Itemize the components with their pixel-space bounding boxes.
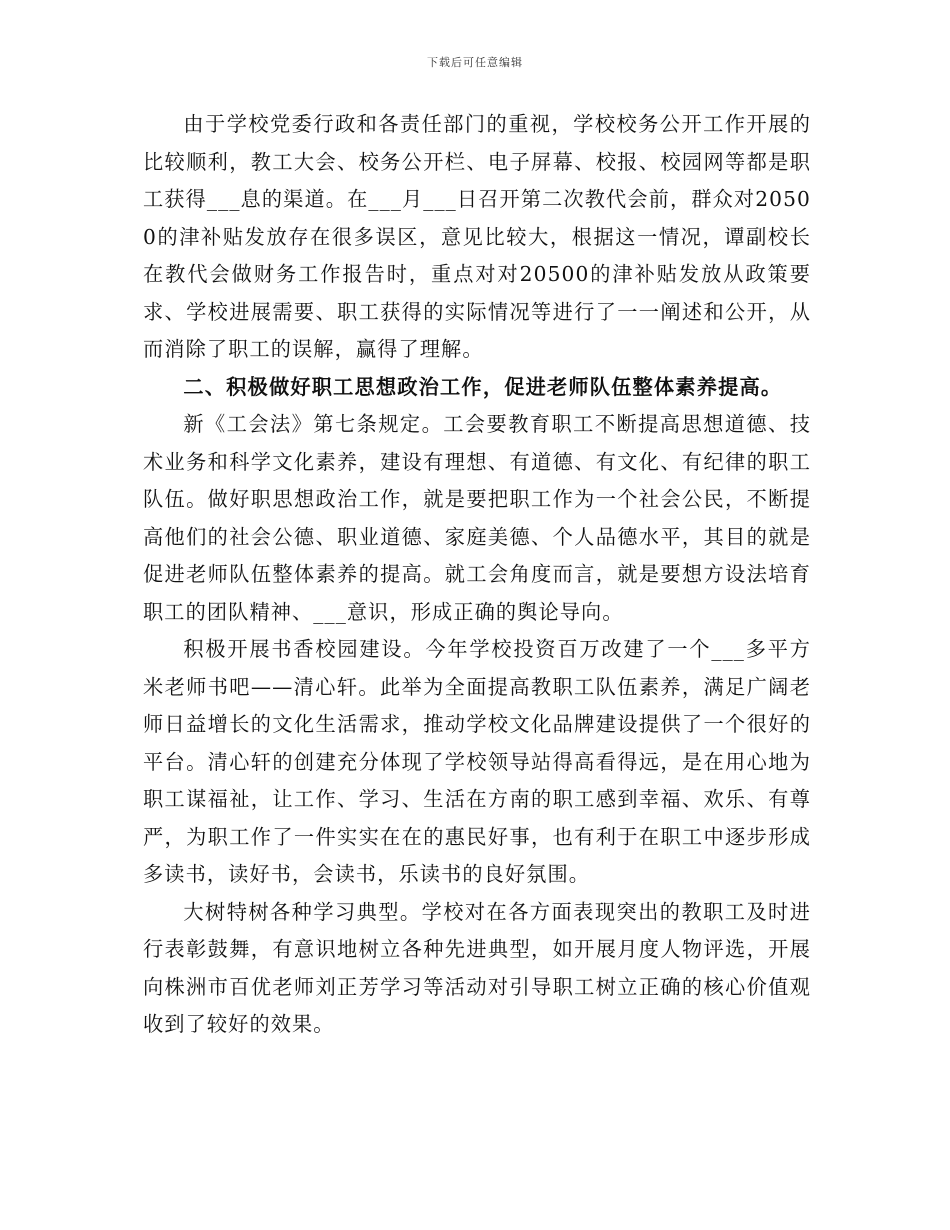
section-heading-political-work: 二、积极做好职工思想政治工作，促进老师队伍整体素养提高。 xyxy=(183,374,783,399)
paragraph-book-campus: 积极开展书香校园建设。今年学校投资百万改建了一个___多平方米老师书吧——清心轩。此举为全面提高教职工队伍素养，满足广阔老师日益增长的文化生活需求，推动学校文化品牌建设提供了一个很好的平台。清心轩的创建充分体现了学校领导站得高看得远，是在用心地为职工谋福祉，让工作、学习、生活在方南的职工感到幸福、欢乐、有尊严，为职工作了一件实实在在的惠民好事，也有利于在职工中逐步形成多读书，读好书，会读书，乐读书的良好氛围。 xyxy=(143,637,811,886)
page-header-note: 下载后可任意编辑 xyxy=(427,56,523,69)
paragraph-union-law: 新《工会法》第七条规定。工会要教育职工不断提高思想道德、技术业务和科学文化素养，建设有理想、有道德、有文化、有纪律的职工队伍。做好职思想政治工作，就是要把职工作为一个社会公民，不断提高他们的社会公德、职业道德、家庭美德、个人品德水平，其目的就是促进老师队伍整体素养的提高。就工会角度而言，就是要想方设法培育职工的团队精神、___意识，形成正确的舆论导向。 xyxy=(143,412,811,624)
paragraph-school-affairs-disclosure: 由于学校党委行政和各责任部门的重视，学校校务公开工作开展的比较顺利，教工大会、校务公开栏、电子屏幕、校报、校园网等都是职工获得___息的渠道。在___月___日召开第二次教代会前，群众对20500的津补贴发放存在很多误区，意见比较大，根据这一情况，谭副校长在教代会做财务工作报告时，重点对对20500的津补贴发放从政策要求、学校进展需要、职工获得的实际情况等进行了一一阐述和公开，从而消除了职工的误解，赢得了理解。 xyxy=(143,112,811,361)
document-body xyxy=(143,106,811,1044)
paragraph-learning-models: 大树特树各种学习典型。学校对在各方面表现突出的教职工及时进行表彰鼓舞，有意识地树立各种先进典型，如开展月度人物评选，开展向株洲市百优老师刘正芳学习等活动对引导职工树立正确的核心价值观收到了较好的效果。 xyxy=(143,899,811,1036)
